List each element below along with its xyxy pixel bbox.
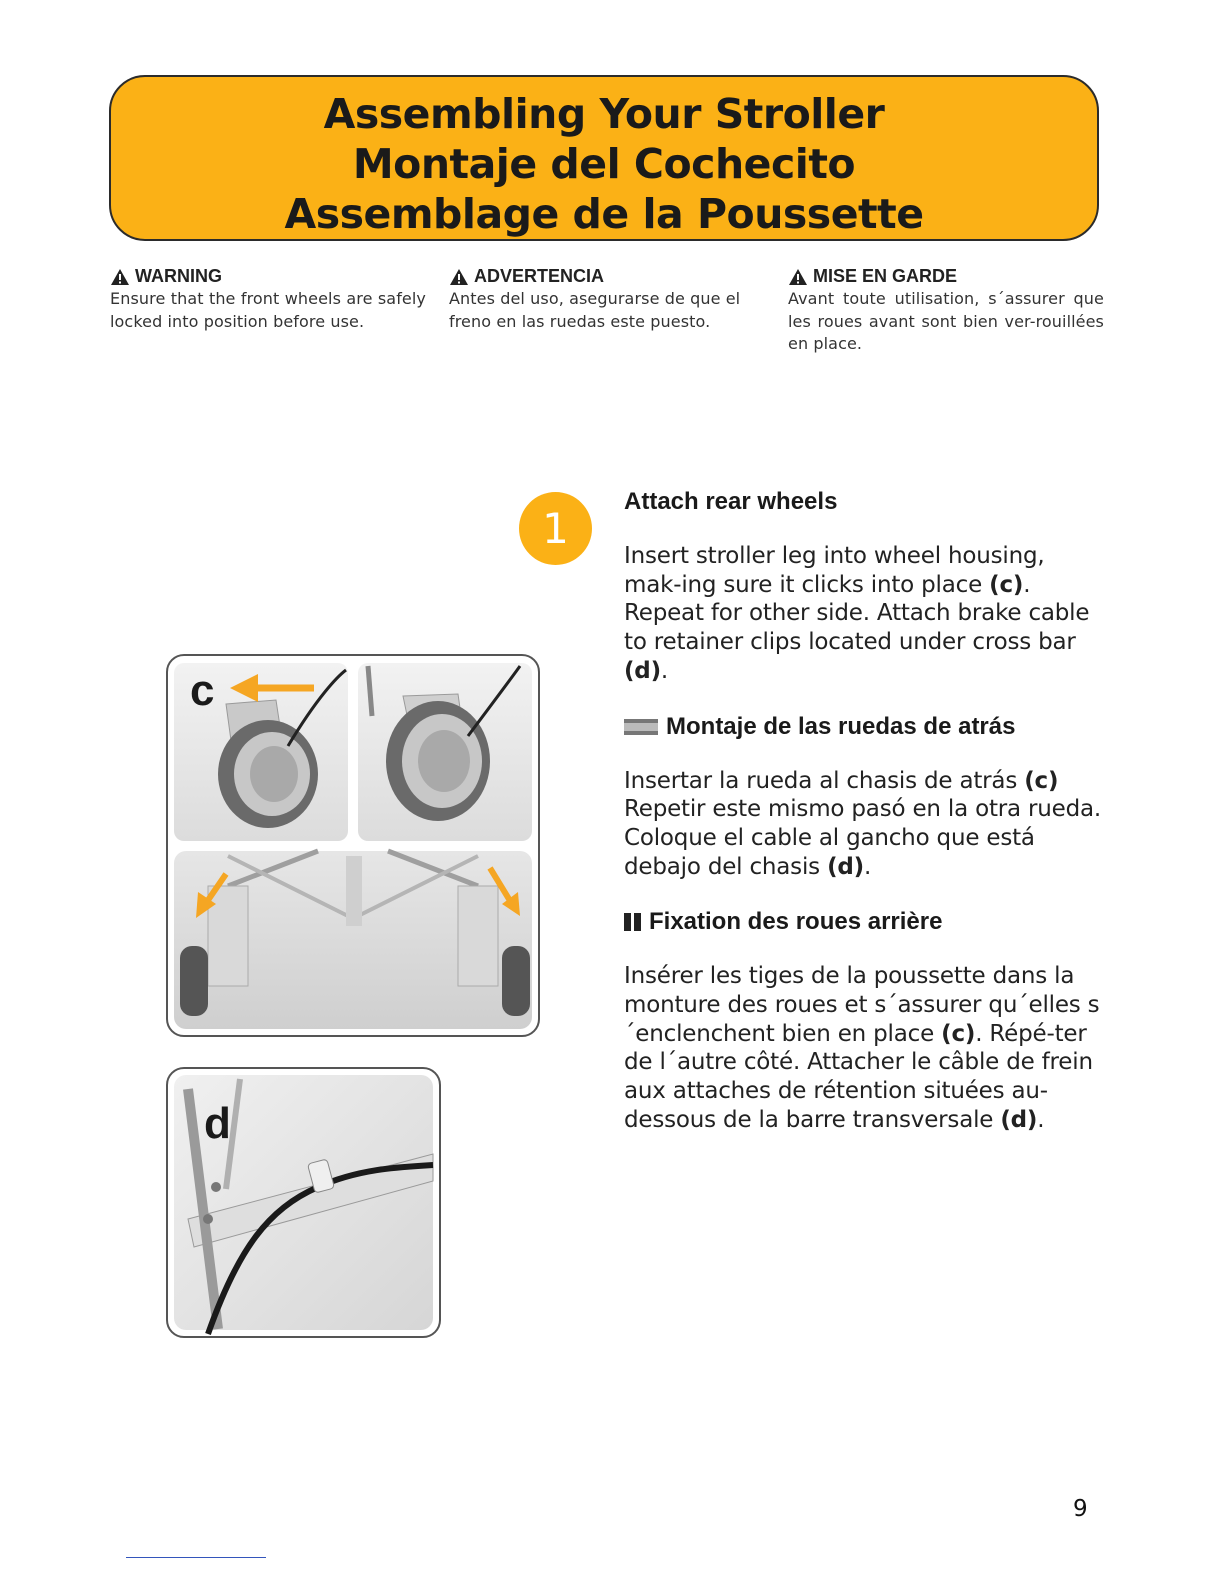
step-number-badge: 1 xyxy=(519,492,592,565)
warning-icon xyxy=(449,268,469,286)
warning-icon xyxy=(110,268,130,286)
section-heading-french: Fixation des roues arrière xyxy=(624,906,1104,938)
section-heading-english: Attach rear wheels xyxy=(624,488,838,515)
wheel-housing-illustration xyxy=(168,656,538,1035)
figure-d-brake-cable xyxy=(166,1067,441,1338)
section-body-english: Insert stroller leg into wheel housing, mak-ing sure it clicks into place (c). Repeat for other side. Attach brake cable to retainer clips located under cross bar (d). xyxy=(624,543,1090,684)
warning-heading: MISE EN GARDE xyxy=(813,266,958,286)
section-body-french: Insérer les tiges de la poussette dans la monture des roues et s´assurer qu´elles s´enclenchent bien en place (c). Répé-ter de l´autre côté. Attacher le câble de frein aux attaches de rétention situées au-dessous de la barre transversale (d). xyxy=(624,963,1100,1133)
warning-french xyxy=(788,266,1104,356)
title-french: Assemblage de la Poussette xyxy=(284,190,924,238)
figure-c-wheel-housing xyxy=(166,654,540,1037)
warning-heading: WARNING xyxy=(135,266,222,286)
section-heading-spanish: Montaje de las ruedas de atrás xyxy=(624,711,1104,743)
warning-icon xyxy=(788,268,808,286)
title-english: Assembling Your Stroller xyxy=(323,90,885,138)
warning-text: Antes del uso, asegurarse de que el freno en las ruedas este puesto. xyxy=(449,289,741,331)
page-number: 9 xyxy=(1073,1496,1088,1522)
instructions xyxy=(624,486,1104,1135)
title-spanish: Montaje del Cochecito xyxy=(352,140,856,188)
warning-heading: ADVERTENCIA xyxy=(474,266,605,286)
warning-english xyxy=(110,266,426,333)
warning-text: Avant toute utilisation, s´assurer que les roues avant sont bien ver-rouillées en place. xyxy=(788,289,1104,353)
france-flag-icon xyxy=(624,913,641,931)
warning-text: Ensure that the front wheels are safely locked into position before use. xyxy=(110,289,426,331)
title-banner xyxy=(109,75,1099,241)
warning-spanish xyxy=(449,266,765,333)
footer-rule xyxy=(126,1557,266,1558)
section-body-spanish: Insertar la rueda al chasis de atrás (c) Repetir este mismo pasó en la otra rueda. Coloque el cable al gancho que está debajo del chasis (d). xyxy=(624,767,1102,880)
figure-d-label: d xyxy=(204,1099,231,1148)
figure-c-label: c xyxy=(190,666,215,715)
spain-flag-icon xyxy=(624,719,658,735)
